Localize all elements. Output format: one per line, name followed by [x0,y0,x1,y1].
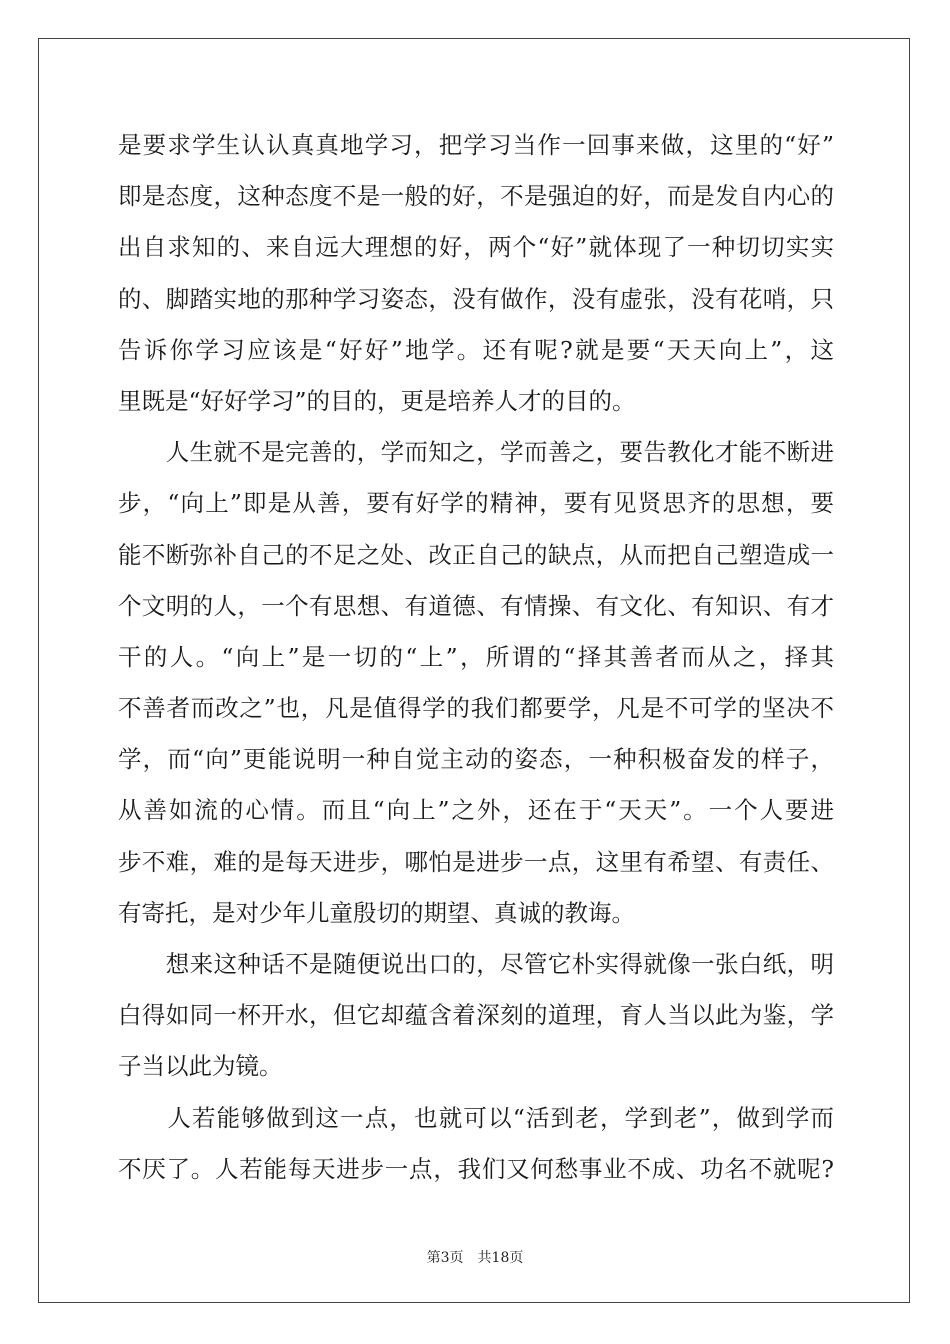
text-line: 能不断弥补自己的不足之处、改正自己的缺点，从而把自己塑造成一 [118,540,834,569]
text-line: 告诉你学习应该是“好好”地学。还有呢?就是要“天天向上”，这 [118,335,834,364]
text-line: 是要求学生认认真真地学习，把学习当作一回事来做，这里的“好” [118,131,834,159]
text-line: 人若能够做到这一点，也就可以“活到老，学到老”，做到学而 [118,1103,834,1132]
text-line: 想来这种话不是随便说出口的，尽管它朴实得就像一张白纸，明 [118,950,834,978]
text-line: 有寄托，是对少年儿童殷切的期望、真诚的教诲。 [118,898,635,927]
document-body [118,120,834,1195]
text-line: 步不难，难的是每天进步，哪怕是进步一点，这里有希望、有责任、 [118,847,834,876]
text-line: 子当以此为镜。 [118,1052,283,1081]
text-line: 人生就不是完善的，学而知之，学而善之，要告教化才能不断进 [118,438,834,467]
text-line: 个文明的人，一个有思想、有道德、有情操、有文化、有知识、有才 [118,591,834,620]
text-line: 干的人。“向上”是一切的“上”，所谓的“择其善者而从之，择其 [118,642,834,671]
text-line: 出自求知的、来自远大理想的好，两个“好”就体现了一种切切实实 [118,233,834,262]
page-footer [0,1247,950,1267]
text-line: 的、脚踏实地的那种学习姿态，没有做作，没有虚张，没有花哨，只 [118,284,834,313]
text-line: 白得如同一杯开水，但它却蕴含着深刻的道理，育人当以此为鉴，学 [118,1001,834,1030]
text-line: 步，“向上”即是从善，要有好学的精神，要有见贤思齐的思想，要 [118,489,834,518]
text-line: 不善者而改之”也，凡是值得学的我们都要学，凡是不可学的坚决不 [118,694,834,723]
text-line: 学，而“向”更能说明一种自觉主动的姿态，一种积极奋发的样子， [118,745,834,774]
text-line: 即是态度，这种态度不是一般的好，不是强迫的好，而是发自内心的 [118,182,834,211]
text-line: 里既是“好好学习”的目的，更是培养人才的目的。 [118,386,636,415]
page-number: 第3页 [426,1250,464,1266]
page-total: 共18页 [477,1250,524,1266]
text-line: 不厌了。人若能每天进步一点，我们又何愁事业不成、功名不就呢? [118,1154,834,1183]
text-line: 从善如流的心情。而且“向上”之外，还在于“天天”。一个人要进 [118,796,834,825]
